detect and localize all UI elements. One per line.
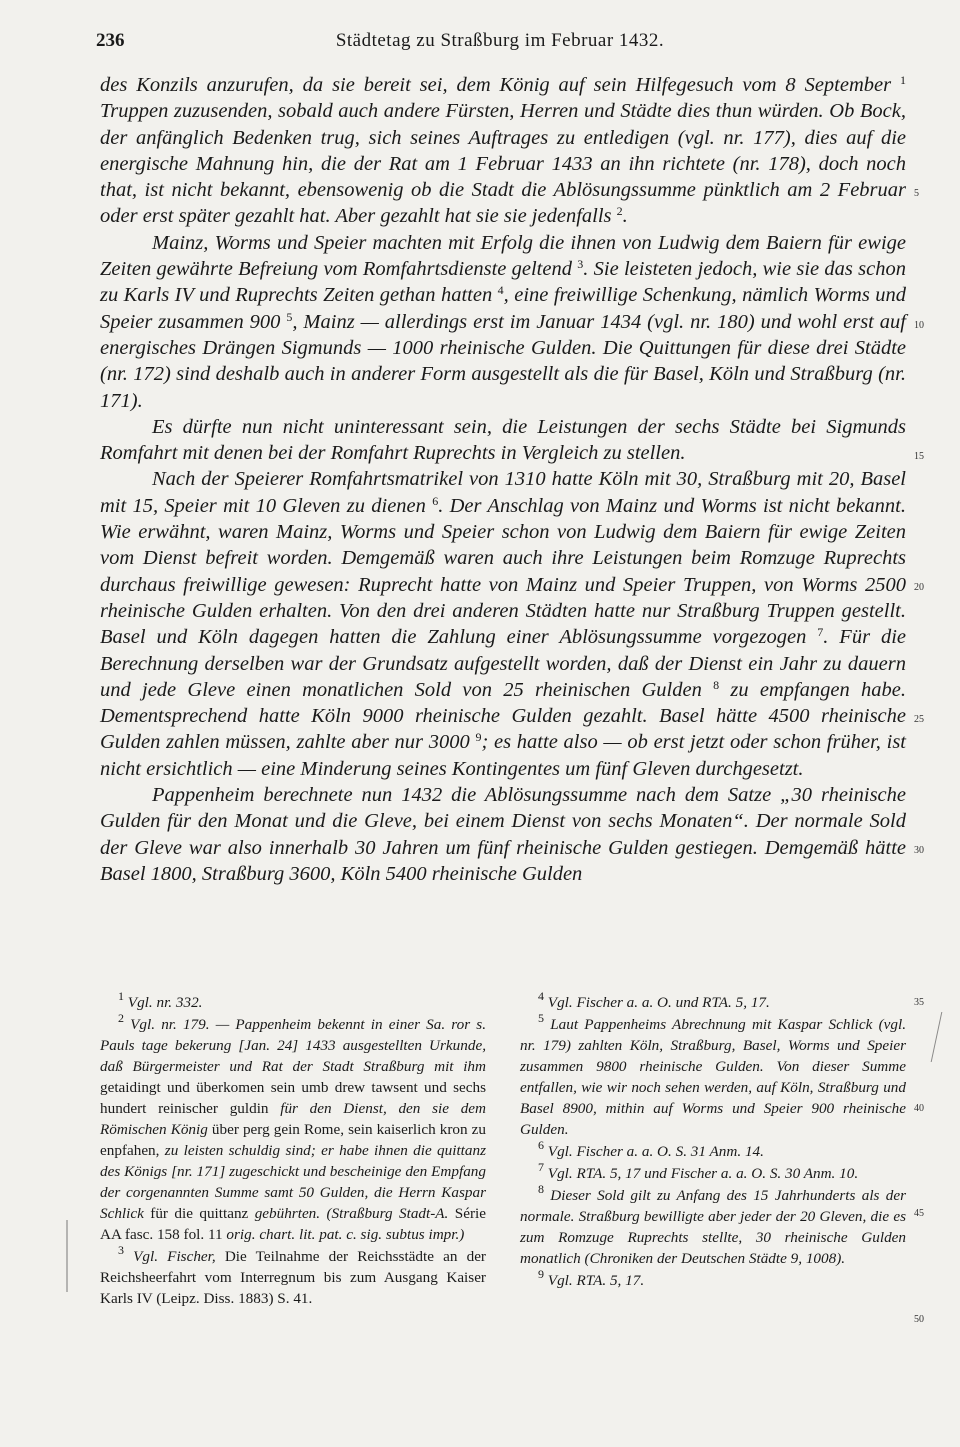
margin-line-number: 50 xyxy=(914,1314,924,1325)
text-run: Vgl. nr. 332. xyxy=(124,994,203,1011)
footnote xyxy=(520,1160,906,1184)
footnote xyxy=(520,1267,906,1291)
footnote xyxy=(100,989,486,1013)
text-run: gebührten. (Straßburg Stadt-A. xyxy=(248,1205,455,1222)
quoted-source-text: für die quittanz xyxy=(150,1205,249,1222)
margin-line-number: 15 xyxy=(914,451,924,462)
margin-line-number: 10 xyxy=(914,320,924,331)
text-run: Vgl. RTA. 5, 17. xyxy=(544,1272,645,1289)
text-run: orig. chart. lit. pat. c. sig. subtus impr.) xyxy=(222,1226,465,1243)
margin-line-number: 40 xyxy=(914,1103,924,1114)
text-run: Vgl. nr. 179. — Pappenheim bekennt in einer Sa. ror s. Pauls tage bekerung [Jan. 24] 1433 ausgestellten Urkunde, daß Bürgermeister und Rat der Stadt Straßburg mit ihm xyxy=(100,1016,486,1075)
margin-pencil-mark xyxy=(921,1012,943,1062)
text-run: Vgl. Fischer, xyxy=(124,1248,225,1265)
quoted-source-text: Série AA fasc. 158 fol. 11 xyxy=(100,1205,486,1243)
text-run: zu empfangen habe. Dementsprechend hatte Köln 9000 rheinische Gulden gezahlt. Basel hätte 4500 rheinische Gulden zahlen müssen, zahlte aber nur 3000 xyxy=(100,678,906,754)
body-paragraph xyxy=(100,72,906,230)
body-paragraph xyxy=(100,414,906,467)
footnote xyxy=(520,1182,906,1269)
margin-line-number: 20 xyxy=(914,582,924,593)
text-run: Truppen zuzusenden, sobald auch andere Fürsten, Herren und Städte dies thun würden. Ob Bock, der anfänglich Bedenken trug, sich seines Auftrages zu entledigen (vgl. nr. 177), dies auf die energische Mahnung hin, die der Rat am 1 Februar 1433 an ihn richtete (nr. 178), doch noch that, ist nicht bekannt, ebensowenig ob die Stadt die Ablösungssumme pünktlich am 2 Februar oder erst später gezahlt hat. Aber gezahlt hat sie sie jedenfalls xyxy=(100,100,906,228)
text-run: . xyxy=(622,205,628,228)
text-run: . Sie leisteten jedoch, wie sie das schon zu Karls IV und Ruprechts Zeiten gethan hatten xyxy=(100,258,906,307)
text-run: Vgl. RTA. 5, 17 und Fischer a. a. O. S. 30 Anm. 10. xyxy=(544,1165,859,1182)
text-run: Pappenheim berechnete nun 1432 die Ablösungssumme nach dem Satze „30 rheinische Gulden für den Monat und die Gleve, bei einem Dienst von sechs Monaten“. Der normale Sold der Gleve war also innerhalb 30 Jahren um fünf rheinische Gulden gestiegen. Demgemäß hätte Basel 1800, Straßburg 3600, Köln 5400 rheinische Gulden xyxy=(100,784,906,885)
margin-scan-mark xyxy=(66,1220,68,1292)
text-run: , Mainz — allerdings erst im Januar 1434 (vgl. nr. 180) und wohl erst auf energisches Drängen Sigmunds — 1000 rheinische Gulden. Die Quittungen für diese drei Städte (nr. 172) sind deshalb auch in anderer Form ausgestellt als die für Basel, Köln und Straßburg (nr. 171). xyxy=(100,310,906,412)
page-header xyxy=(96,30,904,60)
text-run: . Für die Berechnung derselben war der Grundsatz aufgestellt worden, daß der Dienst ein Jahr zu dauern und jede Gleve einen monatlichen Sold von 25 rheinischen Gulden xyxy=(100,626,907,701)
text-run: des Konzils anzurufen, da sie bereit sei, dem König auf sein Hilfegesuch vom 8 September xyxy=(100,74,900,96)
text-run: , eine freiwillige Schenkung, nämlich Worms und Speier zusammen 900 xyxy=(100,284,906,333)
footnote xyxy=(520,1138,906,1162)
footnote-marker: 4 xyxy=(538,989,544,1003)
text-run: Dieser Sold gilt zu Anfang des 15 Jahrhunderts als der normale. Straßburg bewilligte aber jeder der 20 Gleven, die es zum Romzuge Ruprechts stellte, 30 rheinische Gulden monatlich (Chroniken der Deutschen Städte 9, 1008). xyxy=(520,1187,906,1267)
body-paragraph xyxy=(100,782,906,887)
margin-line-number: 5 xyxy=(914,188,919,199)
body-paragraph xyxy=(100,466,906,782)
text-run: Laut Pappenheims Abrechnung mit Kaspar Schlick (vgl. nr. 179) zahlten Köln, Straßburg, Basel, Worms und Speier zusammen 9800 rheinische Gulden. Von dieser Summe entfallen, wie wir noch sehen werden, auf Köln, Straßburg und Basel 8900, mithin auf Worms und Speier 900 rheinische Gulden. xyxy=(520,1016,906,1138)
footnote xyxy=(100,1243,486,1309)
quoted-source-text: über perg gein Rome, sein kaiserlich kron zu enpfahen, xyxy=(100,1121,486,1159)
text-run: zu leisten schuldig sind; er habe ihnen die quittanz des Königs [nr. 171] zugeschickt und bescheinige den Empfang der corgenannten Summe samt 50 Gulden, die Herrn Kaspar Schlick xyxy=(100,1142,486,1222)
footnote-marker: 1 xyxy=(118,989,124,1003)
footnote-marker: 1 xyxy=(900,73,906,87)
text-run: ; es hatte also — ob erst jetzt oder schon früher, ist nicht ersichtlich — eine Minderung seines Kontingentes um fünf Gleven durchgesetzt. xyxy=(100,731,906,780)
main-text xyxy=(100,72,906,887)
footnote-marker: 2 xyxy=(616,204,623,219)
footnote-marker: 5 xyxy=(538,1011,544,1025)
footnote-marker: 2 xyxy=(118,1011,124,1025)
margin-line-number: 25 xyxy=(914,714,924,725)
running-head: Städtetag zu Straßburg im Februar 1432. xyxy=(335,30,665,51)
body-paragraph xyxy=(100,230,906,414)
quoted-source-text: getaidingt und überkomen sein umb drew tawsent und sechs hundert reinischer guldin xyxy=(100,1079,486,1117)
text-run: Vgl. Fischer a. a. O. und RTA. 5, 17. xyxy=(544,994,770,1011)
footnote xyxy=(520,989,906,1013)
footnote-marker: 4 xyxy=(497,283,504,298)
footnote-marker: 9 xyxy=(475,730,482,745)
text-run: Mainz, Worms und Speier machten mit Erfolg die ihnen von Ludwig dem Baiern für ewige Zeiten gewährte Befreiung vom Romfahrtsdienste geltend xyxy=(100,231,906,281)
footnote-marker: 6 xyxy=(432,493,439,508)
footnote-marker: 3 xyxy=(577,257,584,272)
footnote-marker: 7 xyxy=(817,625,824,640)
footnote-marker: 7 xyxy=(538,1160,544,1174)
margin-line-number: 30 xyxy=(914,845,924,856)
footnote-marker: 9 xyxy=(538,1267,544,1281)
text-run: Es dürfte nun nicht uninteressant sein, die Leistungen der sechs Städte bei Sigmunds Romfahrt mit denen bei der Romfahrt Ruprechts in Vergleich zu stellen. xyxy=(100,415,906,465)
text-run: für den Dienst, den sie dem Römischen König xyxy=(100,1100,486,1138)
text-run: Vgl. Fischer a. a. O. S. 31 Anm. 14. xyxy=(544,1143,764,1160)
footnote-marker: 5 xyxy=(286,309,293,324)
footnote xyxy=(100,1011,486,1245)
footnote-marker: 6 xyxy=(538,1138,544,1152)
margin-line-number: 35 xyxy=(914,997,924,1008)
footnote xyxy=(520,1011,906,1140)
footnote-marker: 8 xyxy=(538,1182,544,1196)
margin-line-number: 45 xyxy=(914,1208,924,1219)
text-run: . Der Anschlag von Mainz und Worms ist nicht bekannt. Wie erwähnt, waren Mainz, Worms und Speier schon von Ludwig dem Baiern für ewige Zeiten vom Dienst befreit worden. Demgemäß waren auch ihre Leistungen beim Romzuge Ruprechts durchaus freiwillige gewesen: Ruprecht hatte von Mainz und Speier Truppen, von Worms 2500 rheinische Gulden erhalten. Von den drei anderen Städten hatte nur Straßburg Truppen gestellt. Basel und Köln dagegen hatten die Zahlung einer Ablösungssumme vorgezogen xyxy=(100,494,906,649)
footnotes-right-column xyxy=(520,989,906,1292)
footnote-marker: 8 xyxy=(713,677,720,692)
text-run: Nach der Speierer Romfahrtsmatrikel von 1310 hatte Köln mit 30, Straßburg mit 20, Basel mit 15, Speier mit 10 Gleven zu dienen xyxy=(100,468,906,517)
page-number: 236 xyxy=(96,30,125,51)
footnotes xyxy=(100,989,912,1392)
quoted-source-text: Die Teilnahme der Reichsstädte an der Reichsheerfahrt vom Interregnum bis zum Ausgang Kaiser Karls IV (Leipz. Diss. 1883) S. 41. xyxy=(100,1248,486,1307)
footnote-marker: 3 xyxy=(118,1243,124,1257)
footnotes-left-column xyxy=(100,989,486,1310)
